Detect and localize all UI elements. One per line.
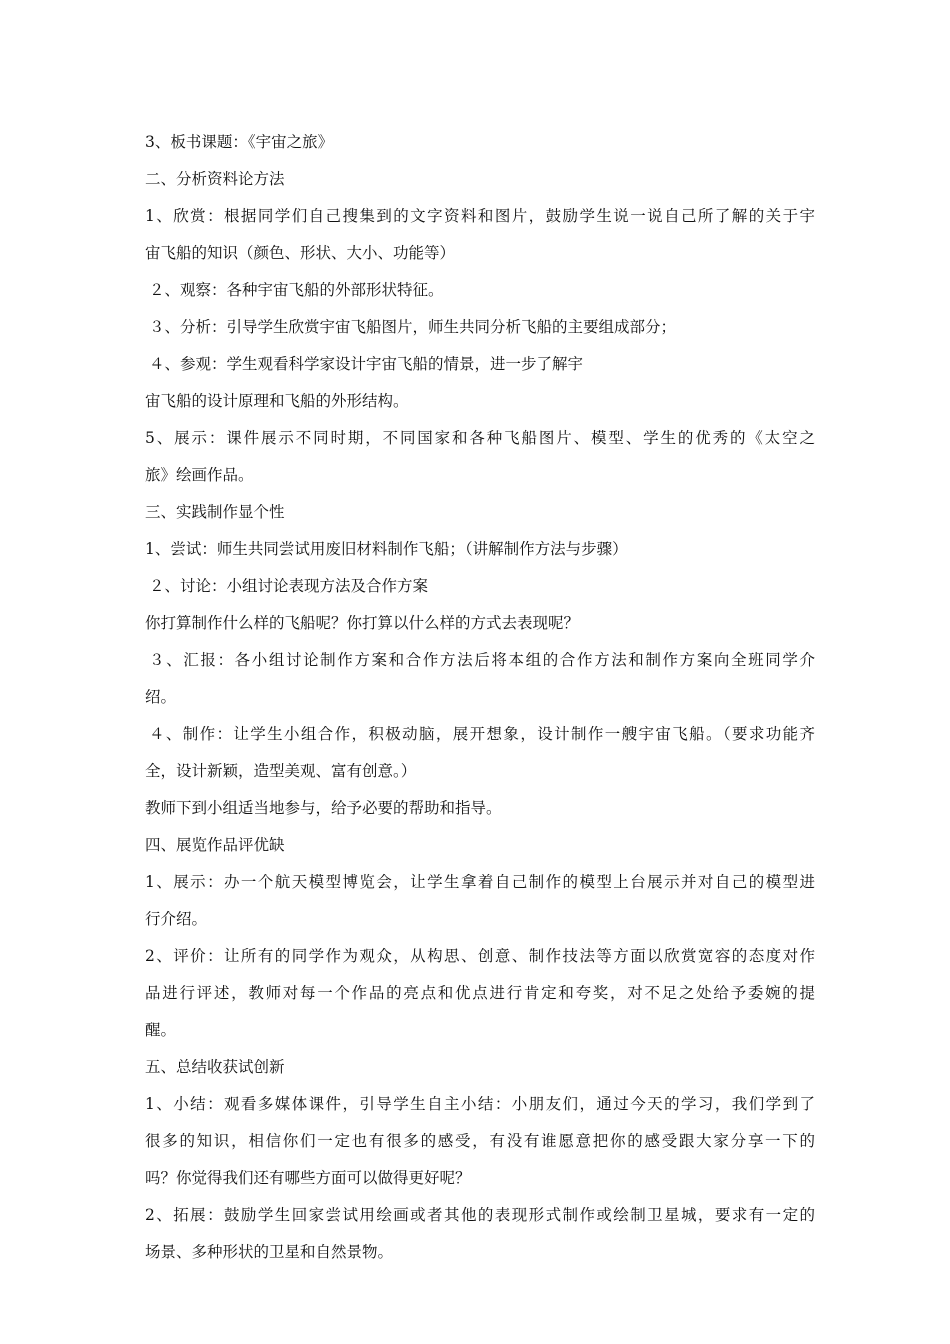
text-line: ４、参观：学生观看科学家设计宇宙飞船的情景，进一步了解宇 xyxy=(149,355,584,373)
text-line: 3、板书课题：《宇宙之旅》 xyxy=(145,133,334,151)
text-line: 行介绍。 xyxy=(145,910,208,928)
text-line: 2、拓展：鼓励学生回家尝试用绘画或者其他的表现形式制作或绘制卫星城，要求有一定的 xyxy=(145,1206,815,1224)
text-line: 宙飞船的设计原理和飞船的外形结构。 xyxy=(145,392,409,410)
text-line: 宙飞船的知识（颜色、形状、大小、功能等） xyxy=(145,244,456,262)
text-line: 2、评价：让所有的同学作为观众，从构思、创意、制作技法等方面以欣赏宽容的态度对作 xyxy=(145,947,815,965)
text-line: 吗？你觉得我们还有哪些方面可以做得更好呢？ xyxy=(145,1169,471,1187)
text-line: 5、展示：课件展示不同时期，不同国家和各种飞船图片、模型、学生的优秀的《太空之 xyxy=(145,429,815,447)
text-line: 1、小结：观看多媒体课件，引导学生自主小结：小朋友们，通过今天的学习，我们学到了 xyxy=(145,1095,815,1113)
text-line: 品进行评述，教师对每一个作品的亮点和优点进行肯定和夸奖，对不足之处给予委婉的提 xyxy=(145,984,815,1002)
text-line: ２、讨论：小组讨论表现方法及合作方案 xyxy=(149,577,429,595)
text-line: 你打算制作什么样的飞船呢？你打算以什么样的方式去表现呢？ xyxy=(145,614,580,632)
text-line: ３、分析：引导学生欣赏宇宙飞船图片，师生共同分析飞船的主要组成部分； xyxy=(149,318,677,336)
text-line: 四、展览作品评优缺 xyxy=(145,836,285,854)
document-body xyxy=(145,124,815,1271)
text-line: 醒。 xyxy=(145,1021,177,1039)
text-line: 旅》绘画作品。 xyxy=(145,466,254,484)
text-line: 五、总结收获试创新 xyxy=(145,1058,285,1076)
text-line: ２、观察：各种宇宙飞船的外部形状特征。 xyxy=(149,281,444,299)
text-line: 二、分析资料论方法 xyxy=(145,170,285,188)
text-line: 1、展示：办一个航天模型博览会，让学生拿着自己制作的模型上台展示并对自己的模型进 xyxy=(145,873,815,891)
text-line: 三、实践制作显个性 xyxy=(145,503,285,521)
text-line: 全，设计新颖，造型美观、富有创意。） xyxy=(145,762,417,780)
text-line: 1、尝试：师生共同尝试用废旧材料制作飞船；（讲解制作方法与步骤） xyxy=(145,540,628,558)
text-line: 1、欣赏：根据同学们自己搜集到的文字资料和图片，鼓励学生说一说自己所了解的关于宇 xyxy=(145,207,815,225)
text-line: 绍。 xyxy=(145,688,177,706)
text-line: 很多的知识，相信你们一定也有很多的感受，有没有谁愿意把你的感受跟大家分享一下的 xyxy=(145,1132,815,1150)
text-line: 场景、多种形状的卫星和自然景物。 xyxy=(145,1243,394,1261)
text-line: ３、汇报：各小组讨论制作方案和合作方法后将本组的合作方法和制作方案向全班同学介 xyxy=(149,651,815,669)
text-line: ４、制作：让学生小组合作，积极动脑，展开想象，设计制作一艘宇宙飞船。（要求功能齐 xyxy=(149,725,815,743)
text-line: 教师下到小组适当地参与，给予必要的帮助和指导。 xyxy=(145,799,502,817)
